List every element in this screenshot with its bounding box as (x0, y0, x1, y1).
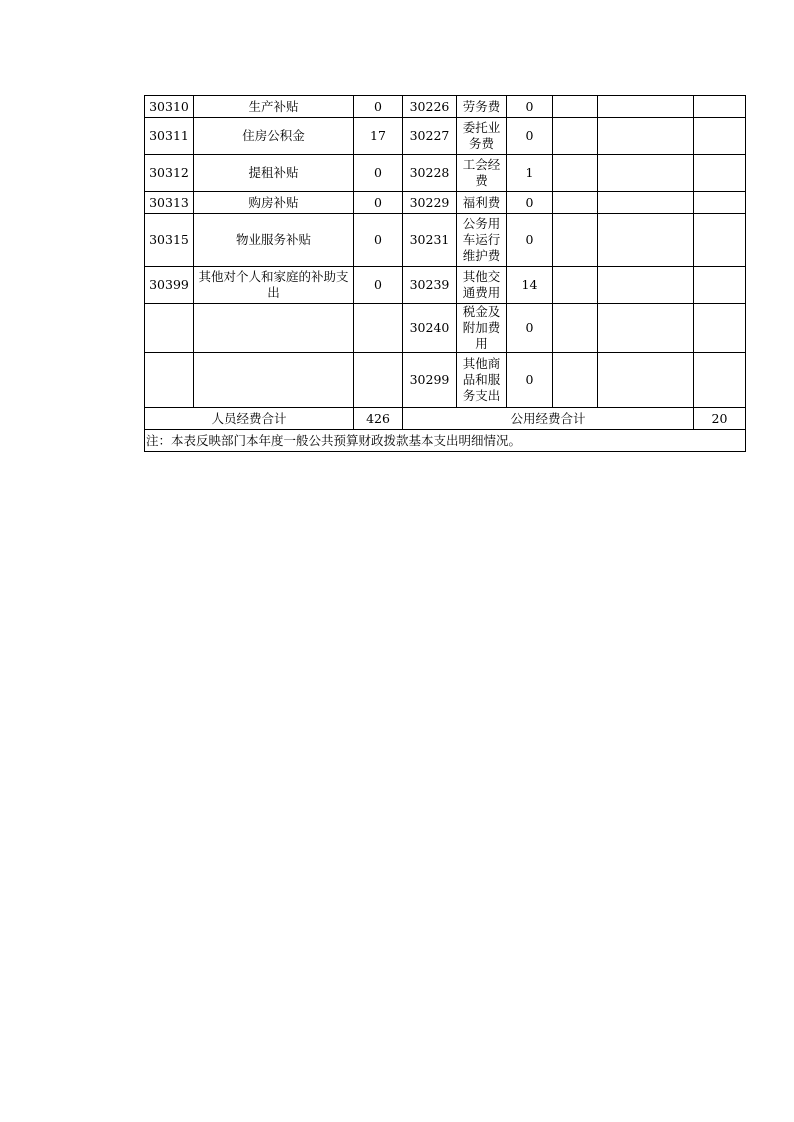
public-code-cell: 30299 (403, 353, 457, 408)
public-name-cell: 税金及附加费用 (457, 304, 507, 353)
empty-cell (598, 118, 694, 155)
empty-cell (553, 118, 598, 155)
note-row (145, 430, 746, 452)
public-total-label: 公用经费合计 (403, 408, 694, 430)
empty-cell (598, 353, 694, 408)
table-row (145, 155, 746, 192)
personnel-amount-cell: 0 (354, 96, 403, 118)
empty-cell (694, 267, 746, 304)
public-amount-cell: 0 (507, 118, 553, 155)
empty-cell (694, 353, 746, 408)
empty-cell (694, 192, 746, 214)
public-name-cell: 劳务费 (457, 96, 507, 118)
totals-row (145, 408, 746, 430)
empty-cell (694, 214, 746, 267)
personnel-name-cell: 购房补贴 (194, 192, 354, 214)
personnel-code-cell: 30310 (145, 96, 194, 118)
public-name-cell: 其他商品和服务支出 (457, 353, 507, 408)
table-body (145, 96, 746, 452)
empty-cell (694, 304, 746, 353)
personnel-amount-cell (354, 304, 403, 353)
personnel-name-cell: 生产补贴 (194, 96, 354, 118)
public-name-cell: 福利费 (457, 192, 507, 214)
empty-cell (694, 96, 746, 118)
personnel-name-cell: 提租补贴 (194, 155, 354, 192)
personnel-code-cell: 30399 (145, 267, 194, 304)
empty-cell (598, 192, 694, 214)
personnel-name-cell: 物业服务补贴 (194, 214, 354, 267)
personnel-code-cell: 30312 (145, 155, 194, 192)
empty-cell (553, 353, 598, 408)
personnel-amount-cell: 17 (354, 118, 403, 155)
empty-cell (553, 96, 598, 118)
public-name-cell: 公务用车运行维护费 (457, 214, 507, 267)
personnel-total-value: 426 (354, 408, 403, 430)
table-row (145, 304, 746, 353)
table-note: 注：本表反映部门本年度一般公共预算财政拨款基本支出明细情况。 (145, 430, 746, 452)
table-row (145, 267, 746, 304)
personnel-code-cell: 30313 (145, 192, 194, 214)
empty-cell (694, 118, 746, 155)
public-amount-cell: 0 (507, 214, 553, 267)
public-amount-cell: 14 (507, 267, 553, 304)
public-amount-cell: 0 (507, 353, 553, 408)
table-row (145, 214, 746, 267)
public-total-value: 20 (694, 408, 746, 430)
personnel-code-cell: 30311 (145, 118, 194, 155)
public-amount-cell: 1 (507, 155, 553, 192)
empty-cell (598, 96, 694, 118)
public-code-cell: 30229 (403, 192, 457, 214)
personnel-name-cell (194, 304, 354, 353)
empty-cell (598, 267, 694, 304)
public-amount-cell: 0 (507, 192, 553, 214)
personnel-name-cell: 其他对个人和家庭的补助支出 (194, 267, 354, 304)
public-code-cell: 30228 (403, 155, 457, 192)
personnel-amount-cell: 0 (354, 192, 403, 214)
personnel-name-cell: 住房公积金 (194, 118, 354, 155)
personnel-code-cell: 30315 (145, 214, 194, 267)
basic-expenditure-detail-table (144, 95, 746, 452)
public-name-cell: 工会经费 (457, 155, 507, 192)
public-code-cell: 30231 (403, 214, 457, 267)
personnel-amount-cell: 0 (354, 214, 403, 267)
empty-cell (598, 214, 694, 267)
table-row (145, 192, 746, 214)
public-name-cell: 其他交通费用 (457, 267, 507, 304)
table-row (145, 118, 746, 155)
public-code-cell: 30240 (403, 304, 457, 353)
personnel-amount-cell: 0 (354, 155, 403, 192)
personnel-amount-cell (354, 353, 403, 408)
empty-cell (553, 214, 598, 267)
empty-cell (598, 155, 694, 192)
personnel-code-cell (145, 353, 194, 408)
public-code-cell: 30226 (403, 96, 457, 118)
public-code-cell: 30239 (403, 267, 457, 304)
empty-cell (553, 304, 598, 353)
public-code-cell: 30227 (403, 118, 457, 155)
personnel-amount-cell: 0 (354, 267, 403, 304)
empty-cell (694, 155, 746, 192)
personnel-code-cell (145, 304, 194, 353)
empty-cell (598, 304, 694, 353)
empty-cell (553, 267, 598, 304)
public-amount-cell: 0 (507, 96, 553, 118)
personnel-total-label: 人员经费合计 (145, 408, 354, 430)
table-row (145, 96, 746, 118)
empty-cell (553, 192, 598, 214)
public-amount-cell: 0 (507, 304, 553, 353)
table-row (145, 353, 746, 408)
personnel-name-cell (194, 353, 354, 408)
empty-cell (553, 155, 598, 192)
public-name-cell: 委托业务费 (457, 118, 507, 155)
